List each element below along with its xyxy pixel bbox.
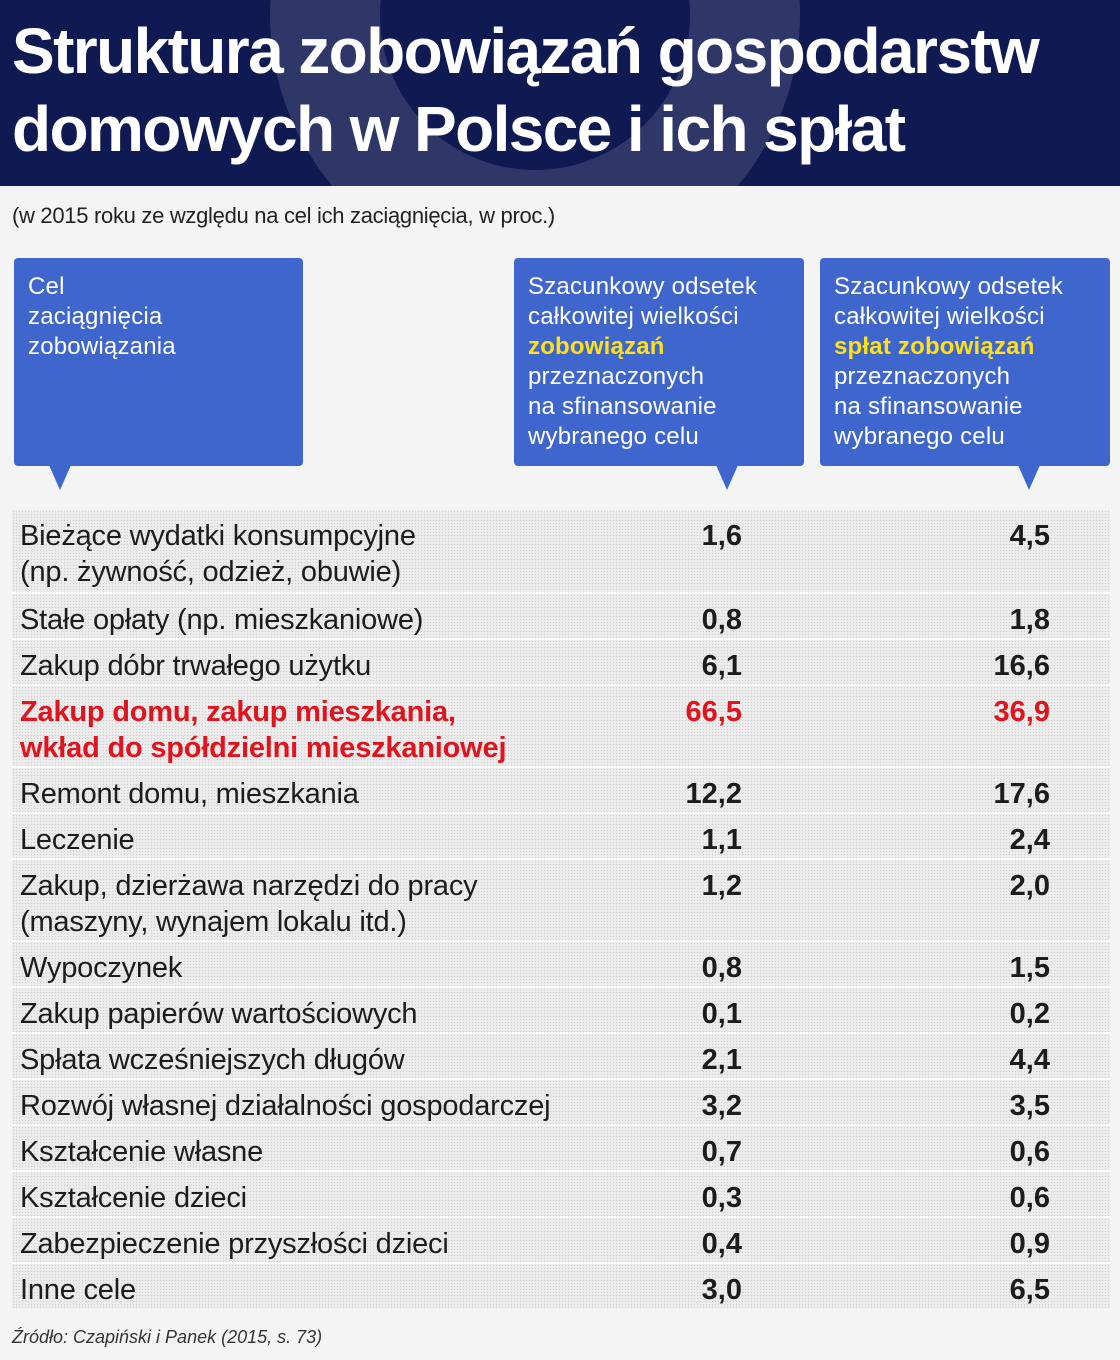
row-label-line: Rozwój własnej działalności gospodarczej [20, 1090, 551, 1122]
row-label [20, 1042, 640, 1078]
table-row [12, 1032, 1110, 1078]
value-repayments: 0,6 [1009, 1136, 1050, 1168]
value-repayments: 16,6 [993, 650, 1050, 682]
source-note: Źródło: Czapiński i Panek (2015, s. 73) [12, 1327, 323, 1347]
table-row [12, 1124, 1110, 1170]
value-liabilities: 3,2 [701, 1090, 742, 1122]
row-label [20, 518, 640, 590]
header-purpose-line: Cel [28, 273, 65, 300]
row-label [20, 776, 640, 812]
value-liabilities: 1,6 [701, 520, 742, 552]
value-liabilities: 6,1 [701, 650, 742, 682]
value-liabilities: 0,8 [701, 604, 742, 636]
row-label-line: Zakup dóbr trwałego użytku [20, 650, 372, 682]
header-col2-line: przeznaczonych [834, 363, 1011, 390]
table-row [12, 986, 1110, 1032]
header-col2-highlight: spłat zobowiązań [834, 333, 1035, 360]
header-col1-line: przeznaczonych [528, 363, 705, 390]
row-label [20, 1272, 640, 1308]
row-label-line: Zakup, dzierżawa narzędzi do pracy [20, 870, 478, 902]
table-row [12, 510, 1110, 592]
header-liabilities-share [514, 258, 804, 466]
header-col1-line: wybranego celu [528, 423, 699, 450]
row-label-line: Kształcenie dzieci [20, 1182, 247, 1214]
value-liabilities: 0,3 [701, 1182, 742, 1214]
row-label [20, 648, 640, 684]
row-label [20, 1088, 640, 1124]
row-label [20, 1180, 640, 1216]
table-row [12, 638, 1110, 684]
value-liabilities: 0,7 [701, 1136, 742, 1168]
row-label-line: Bieżące wydatki konsumpcyjne [20, 520, 416, 552]
row-label-line: (np. żywność, odzież, obuwie) [20, 556, 402, 588]
header-purpose-line: zobowiązania [28, 333, 176, 360]
value-repayments: 17,6 [993, 778, 1050, 810]
value-liabilities: 1,2 [701, 870, 742, 902]
table-row [12, 1262, 1110, 1308]
header-col1-line: całkowitej wielkości [528, 303, 739, 330]
row-label-line: Remont domu, mieszkania [20, 778, 359, 810]
row-label-line: Inne cele [20, 1274, 136, 1306]
value-repayments: 4,5 [1009, 520, 1050, 552]
value-liabilities: 66,5 [685, 696, 742, 728]
value-repayments: 1,8 [1009, 604, 1050, 636]
row-label [20, 602, 640, 638]
row-label-line: (maszyny, wynajem lokalu itd.) [20, 906, 407, 938]
header-col2-line: Szacunkowy odsetek [834, 273, 1064, 300]
table-row [12, 1216, 1110, 1262]
row-label [20, 868, 640, 940]
value-repayments: 6,5 [1009, 1274, 1050, 1306]
row-label-line: Stałe opłaty (np. mieszkaniowe) [20, 604, 424, 636]
value-repayments: 0,6 [1009, 1182, 1050, 1214]
value-repayments: 2,4 [1009, 824, 1050, 856]
header-col1-highlight: zobowiązań [528, 333, 665, 360]
value-repayments: 1,5 [1009, 952, 1050, 984]
value-liabilities: 0,4 [701, 1228, 742, 1260]
header-col1-line: Szacunkowy odsetek [528, 273, 758, 300]
page-title: Struktura zobowiązań gospodarstw domowych w Polsce i ich spłat [12, 15, 1039, 165]
row-label [20, 950, 640, 986]
value-liabilities: 3,0 [701, 1274, 742, 1306]
header-banner [0, 0, 1120, 186]
table-row [12, 858, 1110, 940]
table-row [12, 1170, 1110, 1216]
value-repayments: 2,0 [1009, 870, 1050, 902]
value-repayments: 4,4 [1009, 1044, 1050, 1076]
header-purpose [14, 258, 303, 466]
header-col2-line: całkowitej wielkości [834, 303, 1045, 330]
table-row [12, 592, 1110, 638]
header-col2-line: wybranego celu [834, 423, 1005, 450]
subtitle: (w 2015 roku ze względu na cel ich zaciągnięcia, w proc.) [12, 203, 555, 228]
row-label [20, 996, 640, 1032]
value-liabilities: 1,1 [701, 824, 742, 856]
header-purpose-line: zaciągnięcia [28, 303, 163, 330]
table-row [12, 684, 1110, 766]
row-label-line: Leczenie [20, 824, 135, 856]
row-label-line: Kształcenie własne [20, 1136, 264, 1168]
value-liabilities: 0,1 [701, 998, 742, 1030]
header-col1-line: na sfinansowanie [528, 393, 717, 420]
row-label [20, 1226, 640, 1262]
table-row [12, 766, 1110, 812]
row-label-line: Zakup domu, zakup mieszkania, [20, 696, 456, 728]
row-label-line: Wypoczynek [20, 952, 183, 984]
header-repayments-share [820, 258, 1110, 466]
value-repayments: 36,9 [993, 696, 1050, 728]
row-label-line: wkład do spółdzielni mieszkaniowej [20, 732, 507, 764]
row-label-line: Spłata wcześniejszych długów [20, 1044, 405, 1076]
header-col2-line: na sfinansowanie [834, 393, 1023, 420]
data-table [12, 510, 1110, 1308]
value-liabilities: 12,2 [685, 778, 742, 810]
value-repayments: 0,9 [1009, 1228, 1050, 1260]
row-label [20, 822, 640, 858]
value-liabilities: 0,8 [701, 952, 742, 984]
value-repayments: 0,2 [1009, 998, 1050, 1030]
row-label [20, 694, 640, 766]
row-label-line: Zakup papierów wartościowych [20, 998, 418, 1030]
row-label [20, 1134, 640, 1170]
row-label-line: Zabezpieczenie przyszłości dzieci [20, 1228, 449, 1260]
table-row [12, 1078, 1110, 1124]
table-row [12, 940, 1110, 986]
value-repayments: 3,5 [1009, 1090, 1050, 1122]
value-liabilities: 2,1 [701, 1044, 742, 1076]
table-row [12, 812, 1110, 858]
